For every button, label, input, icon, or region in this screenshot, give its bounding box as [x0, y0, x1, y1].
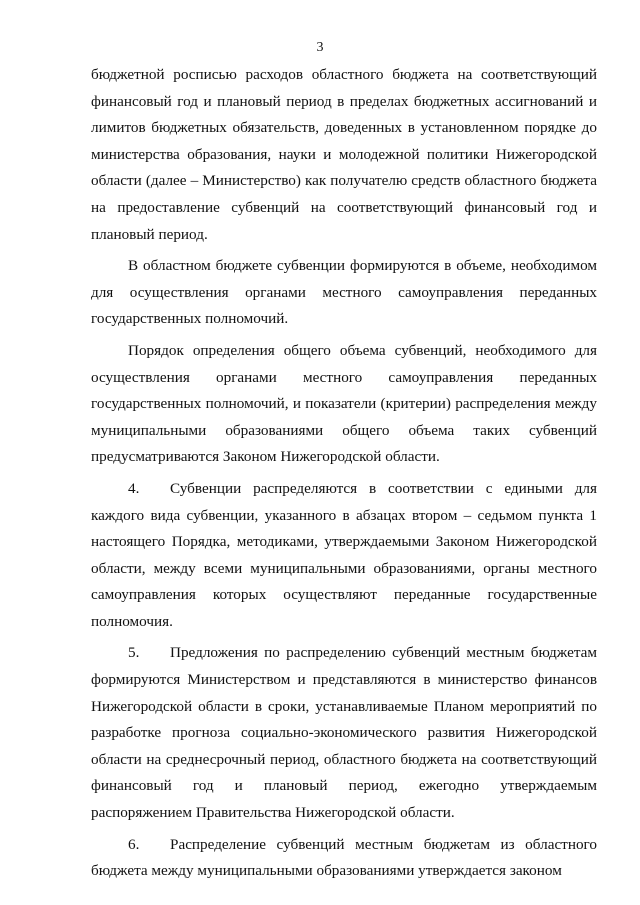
paragraph-5-number: 5. [128, 644, 140, 662]
paragraph-4 [91, 476, 597, 636]
paragraph-6-number: 6. [128, 835, 140, 853]
paragraph-3 [91, 338, 597, 471]
page-number: 3 [316, 40, 324, 55]
paragraph-6 [91, 832, 597, 885]
paragraph-4-number: 4. [128, 479, 140, 497]
paragraph-2 [91, 253, 597, 333]
paragraph-5-text: Предложения по распределению субвенций местным бюджетам формируются Министерством и представляются в министерство финансов Нижегородской области в сроки, устанавливаемые Планом мероприятий по разработке прогноза социально-экономического развития Нижегородской области на среднесрочный период, областного бюджета на соответствующий финансовый год и плановый период, ежегодно утверждаемым распоряжением Правительства Нижегородской области. [91, 644, 597, 822]
document-body [91, 62, 597, 890]
paragraph-4-text: Субвенции распределяются в соответствии с едиными для каждого вида субвенции, указанного в абзацах втором – седьмом пункта 1 настоящего Порядка, методиками, утверждаемыми Законом Нижегородской области, между всеми муниципальными образованиями, органы местного самоуправления которых осуществляют переданные государственные полномочия. [91, 479, 597, 630]
paragraph-6-text: Распределение субвенций местным бюджетам из областного бюджета между муниципальными образованиями утверждается законом [91, 835, 597, 880]
paragraph-1-text: бюджетной росписью расходов областного бюджета на соответствующий финансовый год и плановый период в пределах бюджетных ассигнований и лимитов бюджетных обязательств, доведенных в установленном порядке до министерства образования, науки и молодежной политики Нижегородской области (далее – Министерство) как получателю средств областного бюджета на предоставление субвенций на соответствующий финансовый год и плановый период. [91, 66, 597, 243]
paragraph-3-text: Порядок определения общего объема субвенций, необходимого для осуществления органами местного самоуправления переданных государственных полномочий, и показатели (критерии) распределения между муниципальными образованиями общего объема таких субвенций предусматриваются Законом Нижегородской области. [91, 341, 597, 466]
paragraph-2-text: В областном бюджете субвенции формируются в объеме, необходимом для осуществления органами местного самоуправления переданных государственных полномочий. [91, 257, 597, 328]
paragraph-5 [91, 640, 597, 826]
paragraph-1 [91, 62, 597, 248]
